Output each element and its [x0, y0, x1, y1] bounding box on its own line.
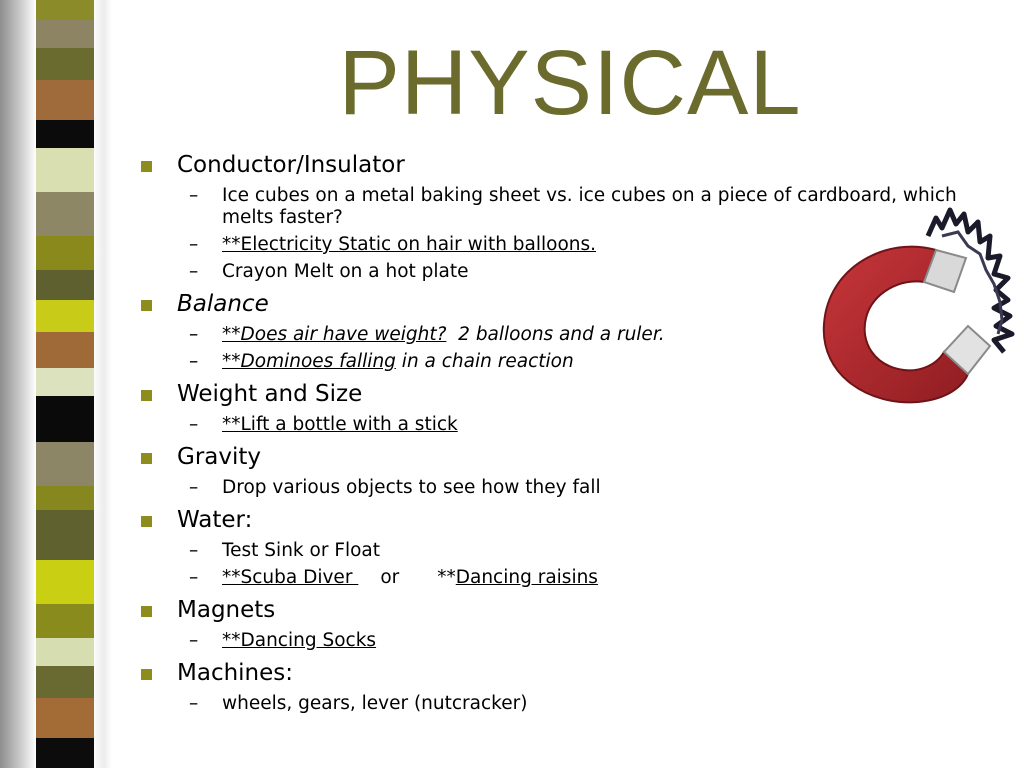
square-bullet-icon: [141, 606, 152, 617]
decorative-stripe-band: [0, 0, 112, 768]
bullet-heading: [141, 595, 1001, 625]
stripe: [36, 48, 94, 80]
heading-text: Water:: [177, 507, 253, 533]
bullet-heading: [141, 658, 1001, 688]
stripe: [36, 20, 94, 48]
sub-bullet-text: Ice cubes on a metal baking sheet vs. ice cubes on a piece of cardboard, which: [222, 185, 957, 206]
stripe: [36, 442, 94, 486]
sub-bullet: [141, 476, 1001, 499]
dash-bullet-icon: –: [189, 540, 199, 561]
dash-bullet-icon: –: [189, 630, 199, 651]
dash-bullet-icon: –: [189, 351, 199, 372]
sub-bullet-text: **: [437, 567, 456, 588]
stripe: [36, 270, 94, 300]
sub-bullet-text: Drop various objects to see how they fall: [222, 477, 601, 498]
sub-bullet-text: melts faster?: [222, 207, 343, 228]
sub-bullet-text: Crayon Melt on a hot plate: [222, 261, 469, 282]
stripe: [36, 368, 94, 396]
stripe: [36, 560, 94, 604]
dash-bullet-icon: –: [189, 261, 199, 282]
sub-bullet: [141, 413, 1001, 436]
stripe: [36, 510, 94, 560]
square-bullet-icon: [141, 390, 152, 401]
dash-bullet-icon: –: [189, 234, 199, 255]
square-bullet-icon: [141, 161, 152, 172]
sub-bullet: [141, 184, 1001, 207]
stripe: [36, 486, 94, 510]
stripe-band-blocks: [36, 0, 94, 768]
stripe: [36, 698, 94, 738]
sub-bullet-link[interactable]: Dancing raisins: [455, 567, 598, 588]
dash-bullet-icon: –: [189, 185, 199, 206]
stripe: [36, 0, 94, 20]
stripe: [36, 332, 94, 368]
square-bullet-icon: [141, 300, 152, 311]
stripe: [36, 236, 94, 270]
horseshoe-magnet-icon: [818, 206, 1020, 412]
stripe: [36, 80, 94, 120]
sub-bullet: [141, 566, 1001, 589]
sub-bullet-link[interactable]: **Dancing Socks: [222, 630, 377, 651]
heading-text: Weight and Size: [177, 381, 363, 407]
stripe: [36, 120, 94, 148]
bullet-heading: [141, 505, 1001, 535]
stripe: [36, 192, 94, 236]
sub-bullet-link[interactable]: **Does air have weight?: [222, 324, 447, 345]
heading-text: Magnets: [177, 597, 276, 623]
heading-text: Balance: [177, 291, 269, 317]
bullet-heading: [141, 150, 1001, 180]
slide-title: PHYSICAL: [338, 32, 802, 134]
stripe: [36, 666, 94, 698]
stripe: [36, 148, 94, 192]
stripe: [36, 604, 94, 638]
sub-bullet-text: in a chain reaction: [395, 351, 574, 372]
heading-text: Gravity: [177, 444, 262, 470]
sub-bullet: [141, 629, 1001, 652]
stripe: [36, 738, 94, 768]
bullet-heading: [141, 442, 1001, 472]
sub-bullet-text: wheels, gears, lever (nutcracker): [222, 693, 528, 714]
sub-bullet-link[interactable]: **Scuba Diver: [222, 567, 359, 588]
sub-bullet-text: or: [380, 567, 400, 588]
heading-text: Machines:: [177, 660, 294, 686]
sub-bullet: [141, 692, 1001, 715]
sub-bullet-link[interactable]: **Dominoes falling: [222, 351, 396, 372]
sub-bullet: [141, 539, 1001, 562]
dash-bullet-icon: –: [189, 567, 199, 588]
sub-bullet-text: Test Sink or Float: [222, 540, 381, 561]
square-bullet-icon: [141, 453, 152, 464]
dash-bullet-icon: –: [189, 414, 199, 435]
dash-bullet-icon: –: [189, 477, 199, 498]
stripe: [36, 638, 94, 666]
square-bullet-icon: [141, 669, 152, 680]
sub-bullet-text: 2 balloons and a ruler.: [446, 324, 665, 345]
heading-text: Conductor/Insulator: [177, 152, 405, 178]
dash-bullet-icon: –: [189, 693, 199, 714]
square-bullet-icon: [141, 516, 152, 527]
stripe: [36, 396, 94, 442]
stripe: [36, 300, 94, 332]
dash-bullet-icon: –: [189, 324, 199, 345]
sub-bullet-link[interactable]: **Electricity Static on hair with balloons.: [222, 234, 597, 255]
sub-bullet-link[interactable]: **Lift a bottle with a stick: [222, 414, 458, 435]
